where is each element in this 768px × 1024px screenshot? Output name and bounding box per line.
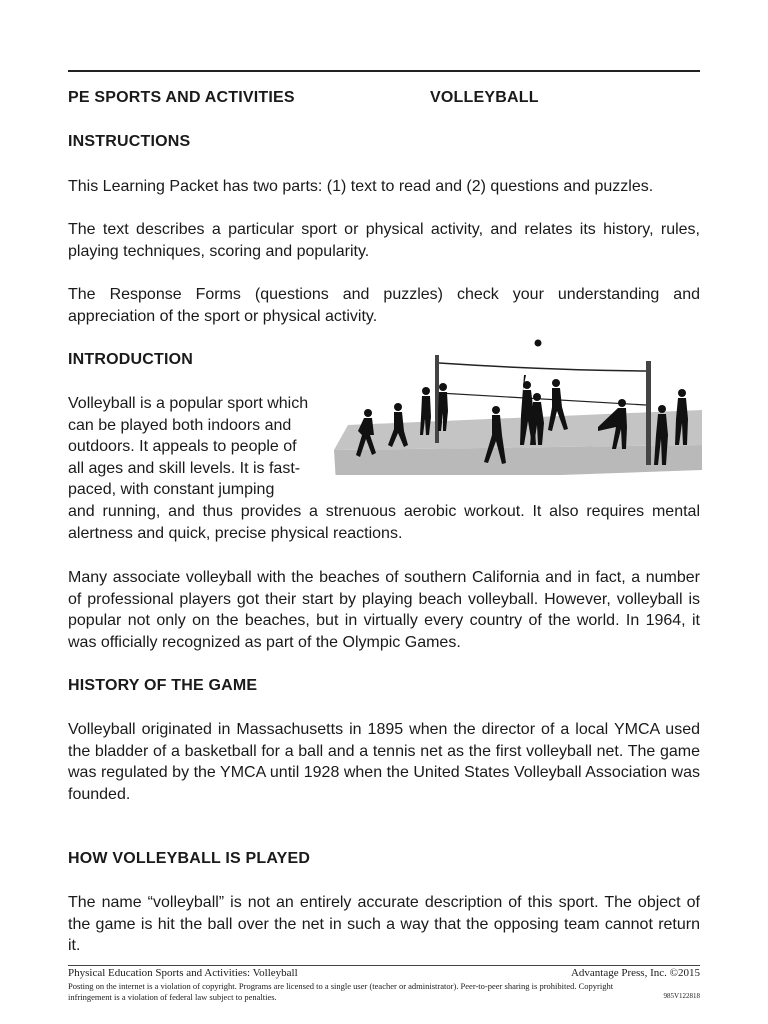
footer-publisher: Advantage Press, Inc. ©2015	[570, 967, 700, 979]
instructions-paragraph-1: This Learning Packet has two parts: (1) text to read and (2) questions and puzzles.	[68, 178, 654, 195]
footer-title: Physical Education Sports and Activities: Volleyball	[68, 967, 298, 979]
history-heading: HISTORY OF THE GAME	[68, 677, 258, 694]
how-played-paragraph-1: The name “volleyball” is not an entirely accurate description of this sport. The object of the game is hit the ball over the net in such a way that the opposing team cannot return it.	[68, 894, 700, 954]
footer-rule	[68, 965, 700, 966]
how-played-heading: HOW VOLLEYBALL IS PLAYED	[68, 850, 311, 867]
footer-copyright-notice: Posting on the internet is a violation of copyright. Programs are licensed to a single user (teacher or administrator). Peer-to-peer sharing is prohibited. Copyright infringement is a violation of federal law subject to penalties.	[68, 981, 614, 1002]
history-paragraph-1: Volleyball originated in Massachusetts in 1895 when the director of a local YMCA used the bladder of a basketball for a ball and a tennis net as the first volleyball net. The game was regulated by the YMCA until 1928 when the United States Volleyball Association was founded.	[68, 721, 700, 803]
header-sport-title: VOLLEYBALL	[430, 89, 539, 106]
header-series-title: PE SPORTS AND ACTIVITIES	[68, 89, 295, 106]
volleyball-game-illustration	[330, 335, 702, 475]
introduction-paragraph-continuation: and running, and thus provides a strenuous aerobic workout. It also requires mental alertness and quick, precise physical reactions.	[68, 503, 700, 542]
player-silhouette-icon	[438, 383, 448, 431]
introduction-heading: INTRODUCTION	[68, 351, 194, 368]
instructions-paragraph-2: The text describes a particular sport or physical activity, and relates its history, rules, playing techniques, scoring and popularity.	[68, 221, 700, 260]
net-bottom-band	[439, 393, 646, 405]
intro-line: paced, with constant jumping	[68, 481, 275, 498]
intro-line: all ages and skill levels. It is fast-	[68, 459, 301, 477]
instructions-paragraph-3: The Response Forms (questions and puzzles) check your understanding and appreciation of the sport or physical activity.	[68, 286, 700, 325]
net-post-right	[646, 361, 651, 465]
intro-line: Volleyball is a popular sport which	[68, 395, 309, 412]
instructions-heading: INSTRUCTIONS	[68, 133, 191, 150]
introduction-wrap-text	[68, 393, 312, 501]
introduction-paragraph-2: Many associate volleyball with the beaches of southern California and in fact, a number of professional players got their start by playing beach volleyball. However, volleyball is popular not only on the beaches, but in virtually every country of the world. In 1964, it was officially recognized as part of the Olympic Games.	[68, 569, 700, 651]
intro-line: outdoors. It appeals to people of	[68, 438, 297, 455]
intro-line: can be played both indoors and	[68, 416, 292, 434]
net-top-band	[439, 363, 646, 371]
volleyball-ball-icon	[535, 340, 542, 347]
top-rule	[68, 70, 700, 72]
footer-code: 985V122818	[663, 992, 700, 1000]
